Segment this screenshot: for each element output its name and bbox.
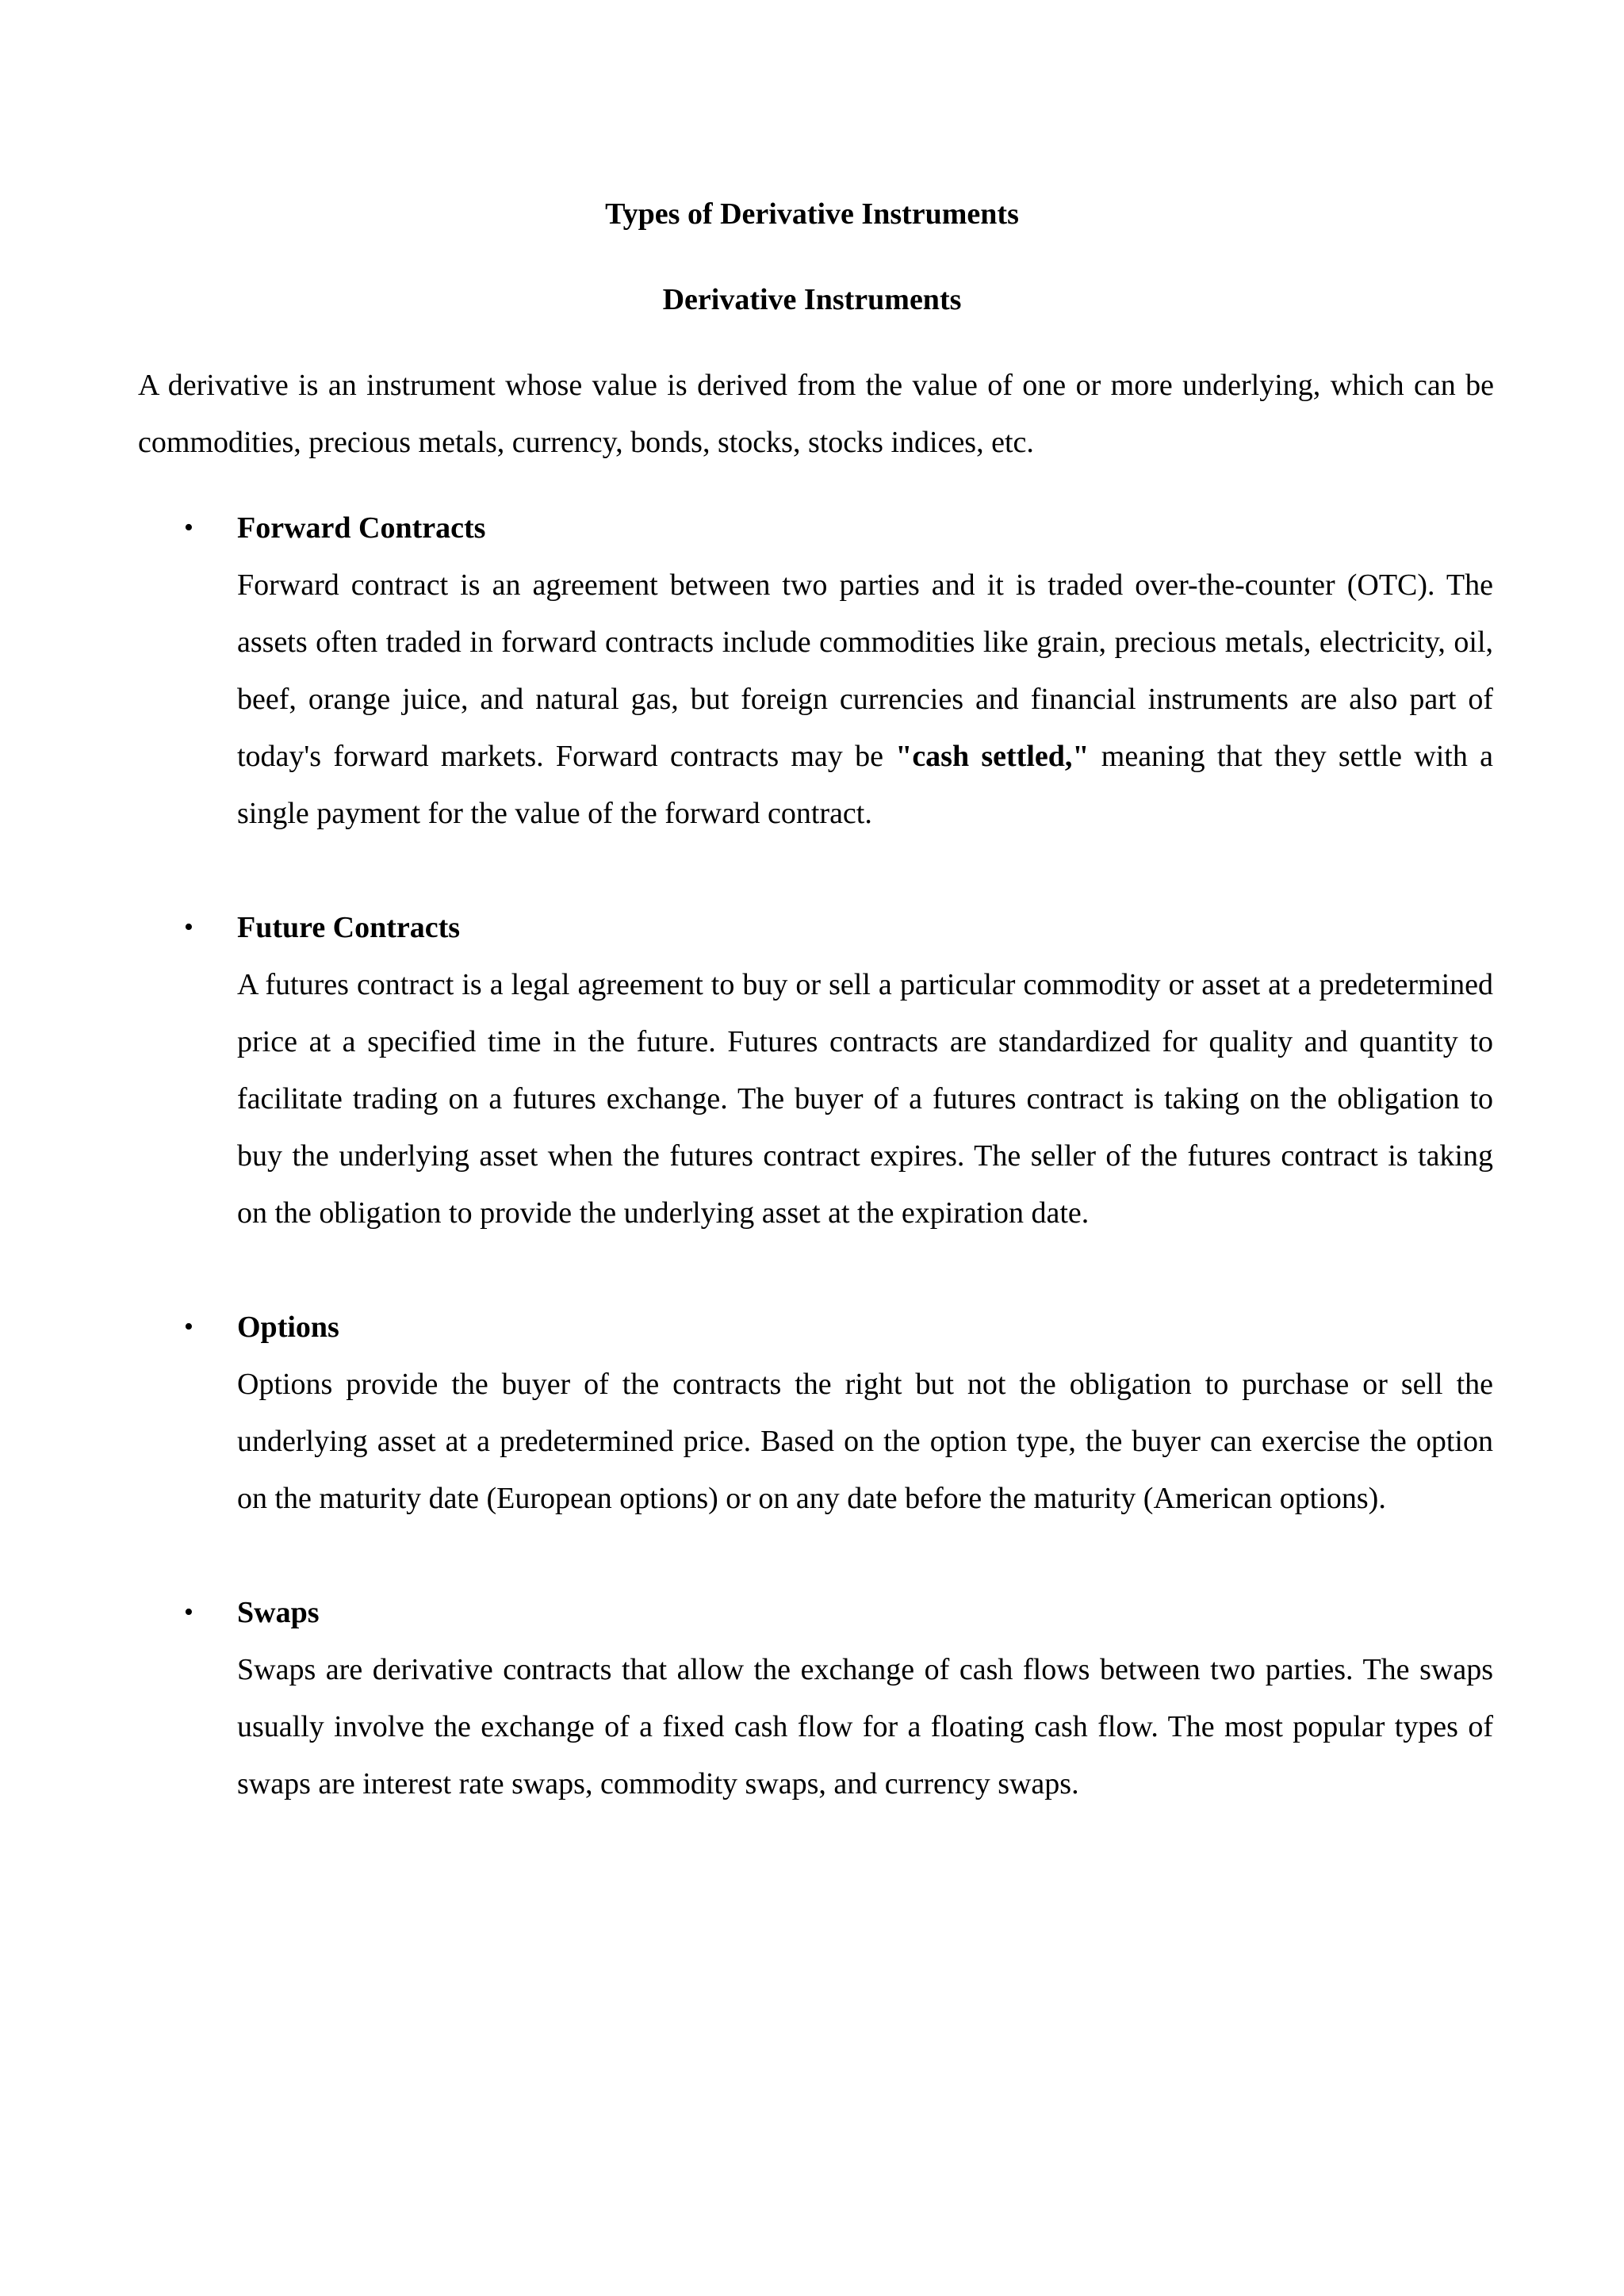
cash-settled-term: "cash settled," bbox=[895, 740, 1090, 773]
bullet-icon: • bbox=[184, 1598, 193, 1627]
document-title: Types of Derivative Instruments bbox=[605, 197, 1019, 231]
section-body: Swaps are derivative contracts that allow the exchange of cash flows between two parties. The swaps usually involve the exchange of a fixed cash flow for a floating cash flow. The most popular types of swaps are interest rate swaps, commodity swaps, and currency swaps. bbox=[237, 1653, 1493, 1800]
intro-paragraph: A derivative is an instrument whose value is derived from the value of one or more underlying, which can be commodities, precious metals, currency, bonds, stocks, stocks indices, etc. bbox=[138, 369, 1494, 459]
section-body: Options provide the buyer of the contracts the right but not the obligation to purchase or sell the underlying asset at a predetermined price. Based on the option type, the buyer can exercise the option on the maturity date (European options) or on any date before the maturity (American options). bbox=[237, 1368, 1493, 1515]
section-heading: Swaps bbox=[237, 1596, 320, 1629]
bullet-icon: • bbox=[184, 513, 193, 542]
bullet-icon: • bbox=[184, 913, 193, 942]
section-body-text: Forward contract is an agreement between two parties and it is traded over-the-counter (OTC). The assets often traded in forward contracts include commodities like grain, precious metals, electricity, oil, beef, orange juice, and natural gas, but foreign currencies and financial instruments are also part of today's forward markets. Forward contracts may be bbox=[237, 568, 1493, 773]
section-body-text-continued: meaning that they settle with a single payment for the value of the forward contract. bbox=[237, 740, 1493, 830]
section-heading: Options bbox=[237, 1311, 339, 1344]
section-heading: Future Contracts bbox=[237, 911, 461, 944]
bullet-icon: • bbox=[184, 1312, 193, 1341]
section-body bbox=[237, 557, 1493, 842]
section-heading: Forward Contracts bbox=[237, 511, 486, 545]
section-body: A futures contract is a legal agreement to buy or sell a particular commodity or asset at a predetermined price at a specified time in the future. Futures contracts are standardized for quality and quantity to facilitate trading on a futures exchange. The buyer of a futures contract is taking on the obligation to buy the underlying asset when the futures contract expires. The seller of the futures contract is taking on the obligation to provide the underlying asset at the expiration date. bbox=[237, 968, 1493, 1230]
document-subtitle: Derivative Instruments bbox=[662, 283, 962, 316]
